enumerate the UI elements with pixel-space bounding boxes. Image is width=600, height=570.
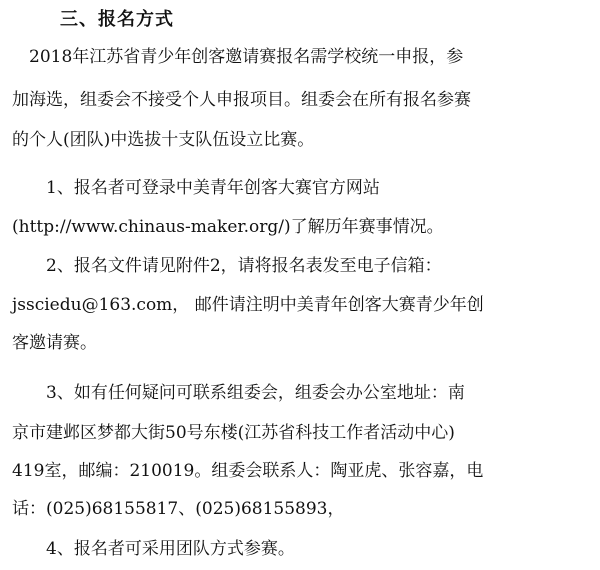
paragraph-line: 2、报名文件请见附件2，请将报名表发至电子信箱： bbox=[12, 256, 442, 276]
paragraph-line: (http://www.chinaus-maker.org/)了解历年赛事情况。 bbox=[12, 217, 444, 237]
paragraph-line: 话：(025)68155817、(025)68155893， bbox=[12, 499, 345, 519]
paragraph-line: 2018年江苏省青少年创客邀请赛报名需学校统一申报，参 bbox=[12, 47, 464, 67]
paragraph-line: 1、报名者可登录中美青年创客大赛官方网站 bbox=[12, 178, 380, 198]
paragraph-line: 客邀请赛。 bbox=[12, 333, 97, 353]
paragraph-line: 3、如有任何疑问可联系组委会，组委会办公室地址：南 bbox=[12, 383, 465, 403]
paragraph-line: 4、报名者可采用团队方式参赛。 bbox=[12, 539, 295, 559]
paragraph-line: 京市建邺区梦都大街50号东楼(江苏省科技工作者活动中心) bbox=[12, 423, 455, 443]
paragraph-line: 的个人(团队)中选拔十支队伍设立比赛。 bbox=[12, 130, 315, 150]
section-heading: 三、报名方式 bbox=[60, 9, 174, 30]
paragraph-line: 加海选，组委会不接受个人申报项目。组委会在所有报名参赛 bbox=[12, 90, 471, 110]
paragraph-line: 419室，邮编：210019。组委会联系人：陶亚虎、张容嘉，电 bbox=[12, 461, 484, 481]
paragraph-line: jssciedu@163.com， 邮件请注明中美青年创客大赛青少年创 bbox=[12, 295, 484, 315]
